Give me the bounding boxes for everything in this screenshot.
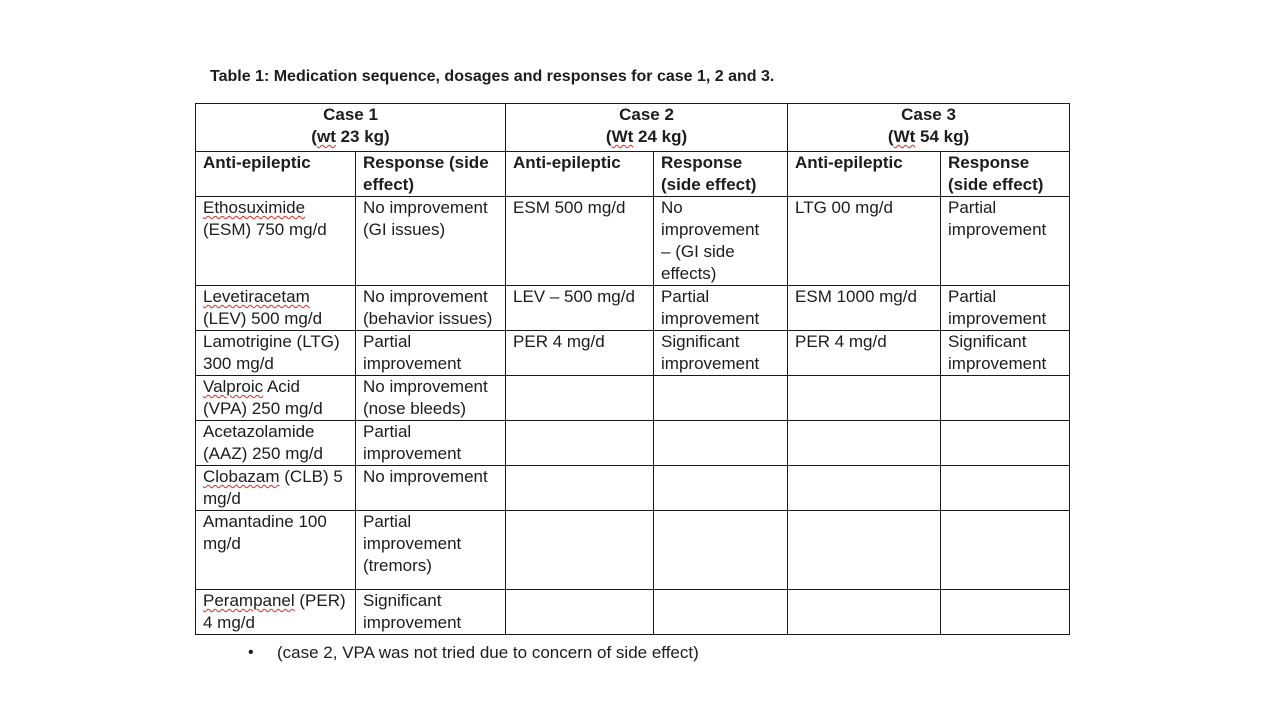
table-cell	[196, 466, 356, 511]
misspelled-text: Ethosuximide	[203, 198, 306, 217]
table-cell	[941, 286, 1070, 331]
text-segment: Amantadine 100 mg/d	[203, 512, 327, 553]
text-segment: No improvement (nose bleeds)	[363, 377, 488, 418]
table-cell	[196, 511, 356, 590]
text-segment: Significant improvement	[661, 332, 760, 373]
case-weight	[203, 126, 498, 148]
misspelled-text: Wt	[893, 127, 916, 146]
table-cell	[356, 466, 506, 511]
text-segment: PER 4 mg/d	[513, 332, 605, 351]
table-row	[196, 466, 1070, 511]
table-cell-empty	[941, 466, 1070, 511]
table-cell-empty	[654, 466, 788, 511]
case-label: Case 1	[323, 105, 378, 124]
text-segment: No improvement (GI issues)	[363, 198, 488, 239]
table-cell	[356, 331, 506, 376]
table-cell	[196, 376, 356, 421]
document-page	[195, 66, 1069, 664]
table-row	[196, 376, 1070, 421]
text-segment: (LEV) 500 mg/d	[203, 309, 323, 328]
table-cell-empty	[788, 590, 941, 635]
text-segment: Lamotrigine (LTG) 300 mg/d	[203, 332, 340, 373]
text-segment: No improvement	[363, 467, 488, 486]
table-cell	[356, 590, 506, 635]
medication-table-body	[196, 104, 1070, 635]
table-cell-empty	[941, 421, 1070, 466]
text-segment: ESM 500 mg/d	[513, 198, 626, 217]
table-caption: Table 1: Medication sequence, dosages and responses for case 1, 2 and 3.	[210, 68, 775, 85]
table-cell-empty	[506, 590, 654, 635]
text-segment: No improvement (behavior issues)	[363, 287, 493, 328]
table-cell	[196, 331, 356, 376]
text-segment: – (GI side effects)	[661, 242, 735, 283]
text-segment: PER 4 mg/d	[795, 332, 887, 351]
text-segment: Acetazolamide (AAZ) 250 mg/d	[203, 422, 323, 463]
table-cell-empty	[788, 511, 941, 590]
text-segment: ESM 1000 mg/d	[795, 287, 917, 306]
text-segment: (	[605, 127, 612, 146]
misspelled-text: Perampanel	[203, 591, 295, 610]
table-cell-empty	[506, 511, 654, 590]
table-cell	[506, 331, 654, 376]
table-cell-empty	[788, 421, 941, 466]
column-header: Response (side effect)	[356, 152, 506, 197]
text-segment: 23 kg)	[335, 127, 390, 146]
text-segment: (	[311, 127, 317, 146]
text-segment: LEV – 500 mg/d	[513, 287, 635, 306]
table-cell	[356, 421, 506, 466]
table-cell	[788, 286, 941, 331]
table-cell-empty	[654, 590, 788, 635]
text-segment: Partial improvement	[948, 198, 1047, 239]
text-segment: Partial improvement (tremors)	[363, 512, 462, 575]
column-header: Anti-epileptic	[788, 152, 941, 197]
case-label: Case 2	[619, 105, 674, 124]
text-segment: Partial improvement	[661, 287, 760, 328]
table-cell	[654, 197, 788, 286]
text-segment: LTG 00 mg/d	[795, 198, 893, 217]
table-row	[196, 511, 1070, 590]
table-cell	[506, 286, 654, 331]
text-segment: (	[887, 127, 894, 146]
table-cell-empty	[941, 590, 1070, 635]
table-row	[196, 421, 1070, 466]
case-weight	[513, 126, 780, 148]
table-cell-empty	[788, 466, 941, 511]
table-cell	[654, 331, 788, 376]
case-label: Case 3	[901, 105, 956, 124]
text-segment: Significant improvement	[363, 591, 462, 632]
case-header-3	[788, 104, 1070, 152]
table-cell-empty	[941, 376, 1070, 421]
misspelled-text: Levetiracetam	[203, 287, 310, 306]
bullet-icon: •	[248, 644, 254, 661]
text-segment: 54 kg)	[915, 127, 970, 146]
table-row	[196, 331, 1070, 376]
table-cell	[356, 197, 506, 286]
medication-table	[195, 103, 1070, 635]
table-cell-empty	[654, 376, 788, 421]
misspelled-text: Wt	[611, 127, 634, 146]
text-segment: (CLB) 5 mg/d	[203, 467, 343, 508]
table-row	[196, 197, 1070, 286]
column-header: Response (side effect)	[941, 152, 1070, 197]
text-segment: 24 kg)	[633, 127, 688, 146]
text-segment: Acid (VPA) 250 mg/d	[203, 377, 323, 418]
table-cell-empty	[654, 421, 788, 466]
misspelled-text: wt	[316, 127, 336, 146]
table-cell-empty	[788, 376, 941, 421]
table-cell	[941, 331, 1070, 376]
footnote-text: (case 2, VPA was not tried due to concern of side effect)	[277, 643, 699, 662]
text-segment: Partial improvement	[363, 332, 462, 373]
table-row	[196, 590, 1070, 635]
text-segment: Significant improvement	[948, 332, 1047, 373]
text-segment: No	[661, 198, 683, 217]
case-header-row	[196, 104, 1070, 152]
table-cell-empty	[506, 376, 654, 421]
text-segment: (PER) 4 mg/d	[203, 591, 346, 632]
table-cell	[788, 197, 941, 286]
table-cell	[788, 331, 941, 376]
table-cell-empty	[506, 421, 654, 466]
case-weight	[795, 126, 1062, 148]
column-header-row	[196, 152, 1070, 197]
table-cell	[356, 511, 506, 590]
column-header: Anti-epileptic	[506, 152, 654, 197]
table-cell	[196, 286, 356, 331]
misspelled-text: Clobazam	[203, 467, 280, 486]
footnote	[248, 642, 1069, 664]
table-cell	[356, 286, 506, 331]
table-cell	[941, 197, 1070, 286]
text-segment: Partial improvement	[363, 422, 462, 463]
column-header: Anti-epileptic	[196, 152, 356, 197]
table-row	[196, 286, 1070, 331]
table-cell-empty	[506, 466, 654, 511]
table-cell	[196, 197, 356, 286]
table-cell	[356, 376, 506, 421]
case-header-2	[506, 104, 788, 152]
table-cell	[654, 286, 788, 331]
column-header: Response (side effect)	[654, 152, 788, 197]
table-cell-empty	[654, 511, 788, 590]
case-header-1	[196, 104, 506, 152]
table-cell-empty	[941, 511, 1070, 590]
text-segment: improvement	[661, 220, 760, 239]
misspelled-text: Valproic	[203, 377, 264, 396]
text-segment: (ESM) 750 mg/d	[203, 220, 327, 239]
table-cell	[506, 197, 654, 286]
table-cell	[196, 421, 356, 466]
table-cell	[196, 590, 356, 635]
text-segment: Partial improvement	[948, 287, 1047, 328]
